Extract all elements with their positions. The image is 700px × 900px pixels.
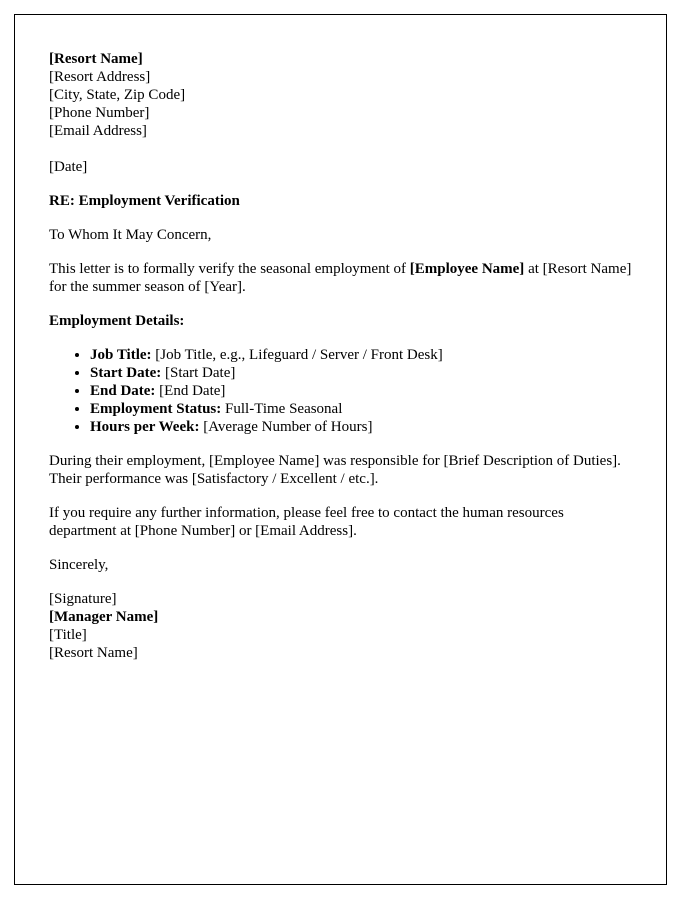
- detail-label: Start Date:: [90, 365, 162, 381]
- detail-item-hours-per-week: [90, 418, 632, 436]
- detail-label: Hours per Week:: [90, 419, 200, 435]
- intro-paragraph: [49, 260, 632, 296]
- letterhead-city-state-zip: [City, State, Zip Code]: [49, 87, 186, 103]
- signature-title: [Title]: [49, 627, 87, 643]
- detail-label: Job Title:: [90, 347, 152, 363]
- signature-placeholder: [Signature]: [49, 591, 117, 607]
- detail-label: End Date:: [90, 383, 156, 399]
- detail-value: [Average Number of Hours]: [199, 419, 373, 435]
- detail-item-job-title: [90, 346, 632, 364]
- letterhead-resort-name: [Resort Name]: [49, 51, 143, 67]
- detail-value: Full-Time Seasonal: [221, 401, 343, 417]
- subject-line: RE: Employment Verification: [49, 193, 240, 209]
- detail-item-start-date: [90, 364, 632, 382]
- detail-item-employment-status: [90, 400, 632, 418]
- closing-line: Sincerely,: [49, 557, 109, 573]
- letterhead-address: [Resort Address]: [49, 69, 151, 85]
- signature-block: [49, 590, 632, 662]
- intro-text-start: This letter is to formally verify the seasonal employment of: [49, 261, 410, 277]
- employment-details-list: [49, 346, 632, 436]
- letterhead: [49, 50, 632, 140]
- signature-resort-name: [Resort Name]: [49, 645, 138, 661]
- contact-paragraph: If you require any further information, please feel free to contact the human resources department at [Phone Number] or [Email Address].: [49, 505, 564, 539]
- intro-employee-name: [Employee Name]: [409, 261, 525, 277]
- signature-manager-name: [Manager Name]: [49, 609, 159, 625]
- date-line: [Date]: [49, 159, 88, 175]
- detail-label: Employment Status:: [90, 401, 222, 417]
- letterhead-phone: [Phone Number]: [49, 105, 150, 121]
- intro-text-end: at [Resort Name] for the summer season of [Year].: [49, 261, 632, 295]
- salutation: To Whom It May Concern,: [49, 227, 212, 243]
- detail-value: [Job Title, e.g., Lifeguard / Server / Front Desk]: [151, 347, 443, 363]
- detail-value: [End Date]: [155, 383, 226, 399]
- letter-page: [14, 14, 667, 885]
- detail-item-end-date: [90, 382, 632, 400]
- detail-value: [Start Date]: [161, 365, 236, 381]
- letterhead-email: [Email Address]: [49, 123, 147, 139]
- performance-paragraph: During their employment, [Employee Name] was responsible for [Brief Description of Duties]. Their performance was [Satisfactory / Excellent / etc.].: [49, 453, 621, 487]
- details-heading: Employment Details:: [49, 313, 185, 329]
